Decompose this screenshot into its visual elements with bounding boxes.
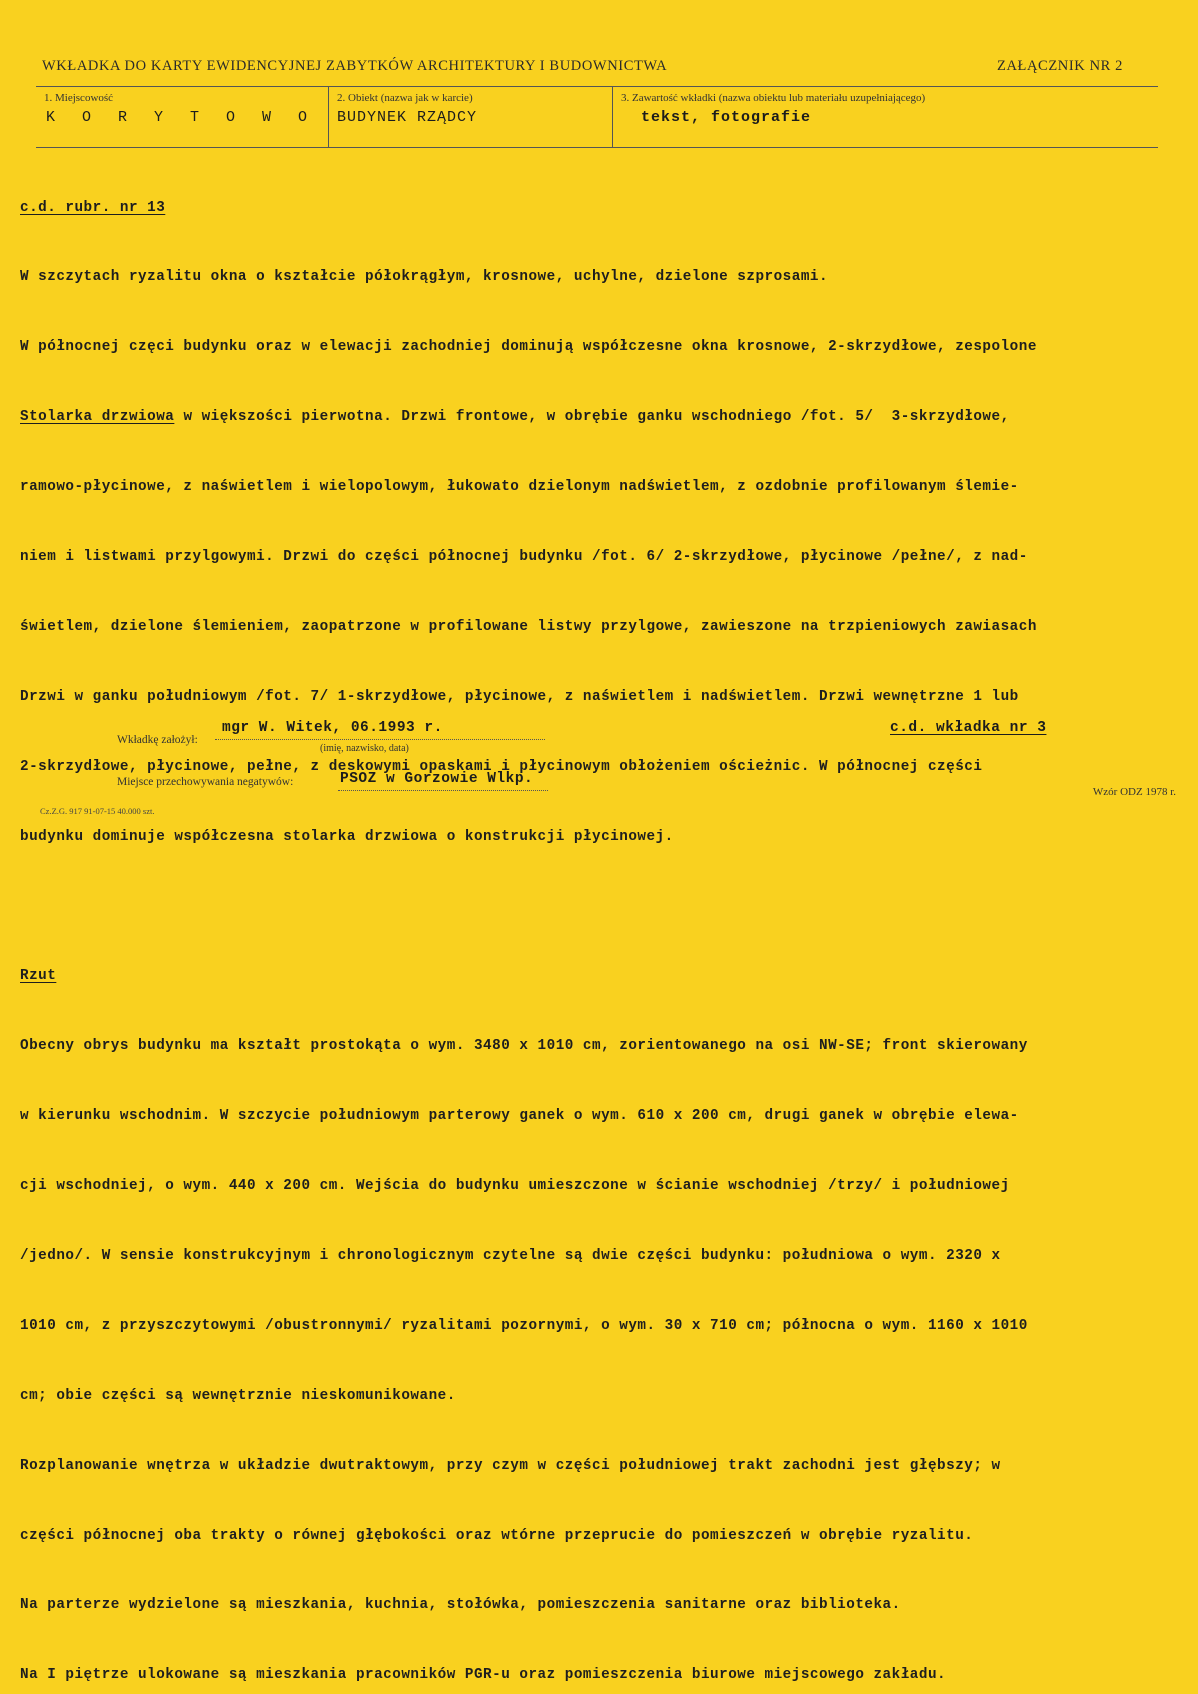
- field-label: 1. Miejscowość: [44, 92, 114, 104]
- founded-by-label: Wkładkę założył:: [117, 734, 198, 746]
- dotted-line: [215, 739, 545, 740]
- text-line: Drzwi w ganku południowym /fot. 7/ 1-skrzydłowe, płycinowe, z naświetlem i nadświetlem. Drzwi wewnętrzne 1 lub: [20, 688, 1019, 705]
- field-value: BUDYNEK RZĄDCY: [337, 109, 478, 126]
- text-line: [20, 406, 1190, 429]
- text-line: świetlem, dzielone ślemieniem, zaopatrzone w profilowane listwy przylgowe, zawieszone na trzpieniowych zawiasach: [20, 618, 1037, 635]
- field-value: K O R Y T O W O: [46, 109, 317, 126]
- next-card-reference: c.d. wkładka nr 3: [890, 720, 1047, 736]
- storage-label: Miejsce przechowywania negatywów:: [117, 776, 294, 788]
- field-label: 2. Obiekt (nazwa jak w karcie): [337, 92, 473, 104]
- inline-heading: Stolarka drzwiowa: [20, 409, 175, 426]
- text-line: ramowo-płycinowe, z naświetlem i wielopolowym, łukowato dzielonym nadświetlem, z ozdobnie profilowanym ślemie-: [20, 479, 1019, 496]
- text-line: Obecny obrys budynku ma kształt prostokąta o wym. 3480 x 1010 cm, zorientowanego na osi NW-SE; front skierowany: [20, 1038, 1028, 1055]
- text-line: części północnej oba trakty o równej głębokości oraz wtórne przeprucie do pomieszczeń w obrębie ryzalitu.: [20, 1527, 974, 1544]
- dotted-line: [338, 790, 548, 791]
- field-locality: [36, 87, 328, 147]
- fields-grid: [36, 86, 1158, 148]
- field-object: [328, 87, 612, 147]
- text-line: W szczytach ryzalitu okna o kształcie półokrągłym, krosnowe, uchylne, dzielone szprosami.: [20, 269, 829, 286]
- text-line: niem i listwami przylgowymi. Drzwi do części północnej budynku /fot. 6/ 2-skrzydłowe, płycinowe /pełne/, z nad-: [20, 549, 1028, 566]
- founded-by-caption: (imię, nazwisko, data): [320, 743, 409, 754]
- print-info: Cz.Z.G. 917 91-07-15 40.000 szt.: [40, 806, 155, 816]
- text-line: budynku dominuje współczesna stolarka drzwiowa o konstrukcji płycinowej.: [20, 828, 674, 845]
- text-line: W północnej częci budynku oraz w elewacji zachodniej dominują współczesne okna krosnowe, 2-skrzydłowe, zespolone: [20, 339, 1037, 356]
- body-text: [20, 150, 1190, 1694]
- founded-by-value: mgr W. Witek, 06.1993 r.: [222, 720, 443, 736]
- text-line: cji wschodniej, o wym. 440 x 200 cm. Wejścia do budynku umieszczone w ścianie wschodniej /trzy/ i południowej: [20, 1178, 1010, 1195]
- field-value: tekst, fotografie: [641, 109, 812, 126]
- text-line: Na parterze wydzielone są mieszkania, kuchnia, stołówka, pomieszczenia sanitarne oraz biblioteka.: [20, 1597, 901, 1614]
- text-line: Rozplanowanie wnętrza w układzie dwutraktowym, przy czym w części południowej trakt zachodni jest głębszy; w: [20, 1457, 1001, 1474]
- form-model: Wzór ODZ 1978 r.: [1092, 786, 1176, 798]
- field-content: [612, 87, 1158, 147]
- attachment-number: ZAŁĄCZNIK NR 2: [997, 58, 1123, 74]
- text-line: /jedno/. W sensie konstrukcyjnym i chronologicznym czytelne są dwie części budynku: południowa o wym. 2320 x: [20, 1247, 1001, 1264]
- text-line: w kierunku wschodnim. W szczycie południowym parterowy ganek o wym. 610 x 200 cm, drugi ganek w obrębie elewa-: [20, 1108, 1019, 1125]
- text-fragment: w większości pierwotna. Drzwi frontowe, w obrębie ganku wschodniego /fot. 5/ 3-skrzydłowe,: [174, 409, 1010, 426]
- text-line: Na I piętrze ulokowane są mieszkania pracowników PGR-u oraz pomieszczenia biurowe miejscowego zakładu.: [20, 1667, 947, 1684]
- section-heading: Rzut: [20, 968, 57, 985]
- storage-value: PSOZ w Gorzowie Wlkp.: [340, 771, 534, 787]
- text-line: cm; obie części są wewnętrznie nieskomunikowane.: [20, 1387, 456, 1404]
- text-line: 1010 cm, z przyszczytowymi /obustronnymi/ ryzalitami pozornymi, o wym. 30 x 710 cm; północna o wym. 1160 x 1010: [20, 1317, 1028, 1334]
- section-heading: c.d. rubr. nr 13: [20, 199, 166, 216]
- field-label: 3. Zawartość wkładki (nazwa obiektu lub materiału uzupełniającego): [621, 92, 926, 104]
- card-title: WKŁADKA DO KARTY EWIDENCYJNEJ ZABYTKÓW ARCHITEKTURY I BUDOWNICTWA: [42, 58, 668, 74]
- paragraph-spacer: [20, 896, 1190, 919]
- text-line: 2-skrzydłowe, płycinowe, pełne, z deskowymi opaskami i płycinowym obłożeniem ościeżnic. W północnej części: [20, 758, 983, 775]
